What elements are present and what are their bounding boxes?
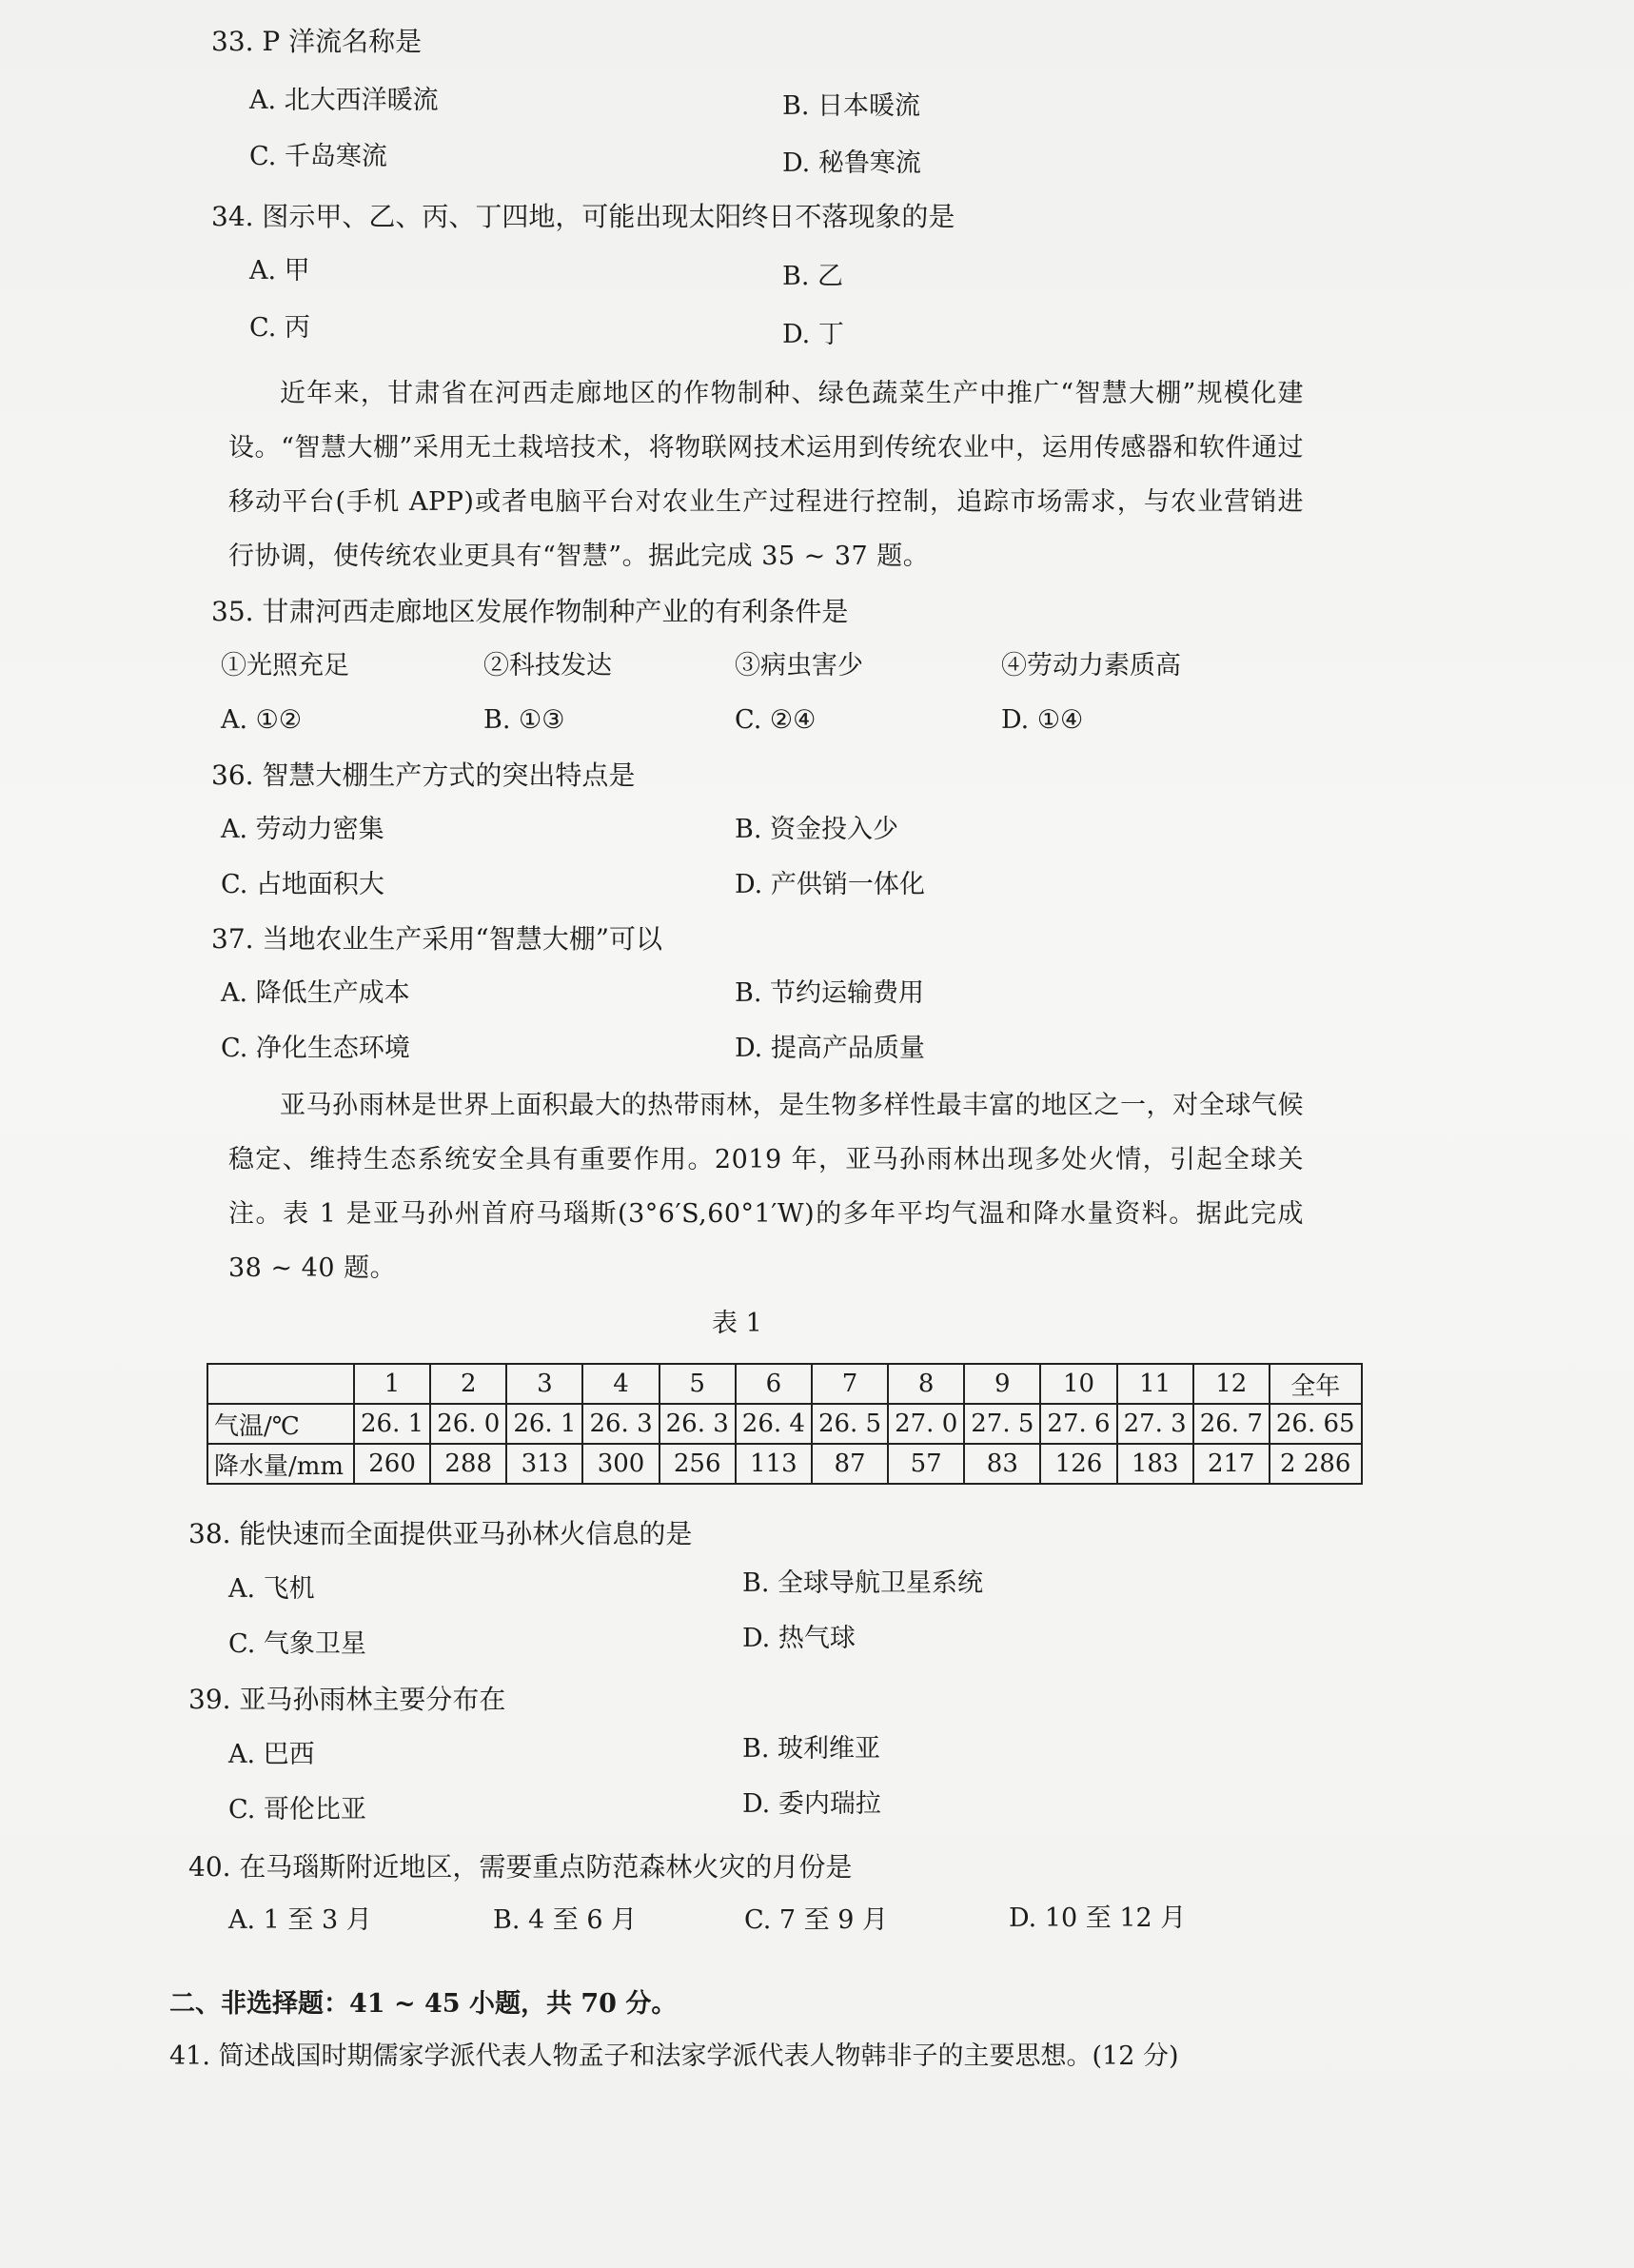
q39-option-c: C. 哥伦比亚 — [228, 1795, 366, 1824]
q37-option-b: B. 节约运输费用 — [735, 978, 925, 1008]
q37-option-d: D. 提高产品质量 — [735, 1034, 925, 1063]
precipitation-cell: 126 — [1040, 1444, 1116, 1484]
month-header: 5 — [660, 1364, 736, 1404]
temperature-cell: 26. 3 — [660, 1404, 736, 1444]
climate-table — [207, 1363, 1363, 1485]
precipitation-cell: 57 — [888, 1444, 964, 1484]
precipitation-cell: 256 — [660, 1444, 736, 1484]
month-header: 9 — [964, 1364, 1040, 1404]
month-header: 4 — [582, 1364, 659, 1404]
year-header: 全年 — [1270, 1364, 1362, 1404]
q38-option-d: D. 热气球 — [742, 1624, 856, 1653]
month-header: 6 — [736, 1364, 812, 1404]
temperature-annual-cell: 26. 65 — [1270, 1404, 1362, 1444]
q36-stem: 36. 智慧大棚生产方式的突出特点是 — [211, 759, 636, 791]
passage-smart-greenhouse: 近年来，甘肃省在河西走廊地区的作物制种、绿色蔬菜生产中推广“智慧大棚”规模化建设。“智慧大棚”采用无土栽培技术，将物联网技术运用到传统农业中，运用传感器和软件通过移动平台(手机 APP)或者电脑平台对农业生产过程进行控制，追踪市场需求，与农业营销进行协调，使传统农业更具有“智慧”。据此完成 35 ~ 37 题。 — [228, 379, 1304, 571]
q36-option-b: B. 资金投入少 — [735, 815, 899, 844]
temperature-cell: 26. 3 — [582, 1404, 659, 1444]
table-corner-cell — [207, 1364, 354, 1404]
q34-option-d: D. 丁 — [782, 320, 844, 349]
precipitation-cell: 313 — [506, 1444, 582, 1484]
q33-option-d: D. 秘鲁寒流 — [782, 148, 921, 178]
q35-option-c: C. ②④ — [735, 705, 817, 735]
q40-option-d: D. 10 至 12 月 — [1009, 1903, 1187, 1933]
temperature-cell: 26. 5 — [812, 1404, 888, 1444]
month-header: 1 — [354, 1364, 430, 1404]
q35-condition-4: ④劳动力素质高 — [1001, 651, 1181, 680]
q40-option-c: C. 7 至 9 月 — [744, 1905, 888, 1935]
temperature-cell: 27. 3 — [1117, 1404, 1193, 1444]
precipitation-cell: 260 — [354, 1444, 430, 1484]
q40-option-a: A. 1 至 3 月 — [228, 1905, 372, 1935]
precipitation-cell: 83 — [964, 1444, 1040, 1484]
q37-stem: 37. 当地农业生产采用“智慧大棚”可以 — [211, 923, 663, 955]
q40-stem: 40. 在马瑙斯附近地区，需要重点防范森林火灾的月份是 — [188, 1851, 853, 1883]
temperature-cell: 26. 1 — [354, 1404, 430, 1444]
q38-stem: 38. 能快速而全面提供亚马孙林火信息的是 — [188, 1518, 693, 1549]
q39-option-b: B. 玻利维亚 — [742, 1734, 881, 1764]
precipitation-cell: 87 — [812, 1444, 888, 1484]
q38-option-c: C. 气象卫星 — [228, 1629, 366, 1659]
precipitation-annual-cell: 2 286 — [1270, 1444, 1362, 1484]
section-2-header: 二、非选择题：41 ~ 45 小题，共 70 分。 — [169, 1989, 678, 2019]
month-header: 11 — [1117, 1364, 1193, 1404]
q33-option-b: B. 日本暖流 — [782, 91, 921, 121]
month-header: 8 — [888, 1364, 964, 1404]
q39-option-a: A. 巴西 — [228, 1740, 315, 1769]
month-header: 2 — [430, 1364, 506, 1404]
temperature-label: 气温/℃ — [207, 1404, 354, 1444]
table-row-precipitation — [207, 1444, 1362, 1484]
temperature-cell: 26. 1 — [506, 1404, 582, 1444]
q41-stem: 41. 简述战国时期儒家学派代表人物孟子和法家学派代表人物韩非子的主要思想。(12 分) — [169, 2041, 1179, 2071]
precipitation-cell: 288 — [430, 1444, 506, 1484]
q37-option-c: C. 净化生态环境 — [221, 1034, 410, 1063]
q40-option-b: B. 4 至 6 月 — [493, 1905, 638, 1935]
q35-condition-3: ③病虫害少 — [735, 651, 863, 680]
q35-condition-1: ①光照充足 — [221, 651, 349, 680]
precipitation-cell: 183 — [1117, 1444, 1193, 1484]
temperature-cell: 26. 4 — [736, 1404, 812, 1444]
precipitation-label: 降水量/mm — [207, 1444, 354, 1484]
q34-stem: 34. 图示甲、乙、丙、丁四地，可能出现太阳终日不落现象的是 — [211, 201, 955, 232]
month-header: 10 — [1040, 1364, 1116, 1404]
q34-option-b: B. 乙 — [782, 262, 844, 291]
q39-option-d: D. 委内瑞拉 — [742, 1789, 881, 1819]
passage-amazon: 亚马孙雨林是世界上面积最大的热带雨林，是生物多样性最丰富的地区之一，对全球气候稳定、维持生态系统安全具有重要作用。2019 年，亚马孙雨林出现多处火情，引起全球关注。表 1 是亚马孙州首府马瑙斯(3°6′S,60°1′W)的多年平均气温和降水量资料。据此完成 38 ~ 40 题。 — [228, 1091, 1304, 1283]
table-header-row — [207, 1364, 1362, 1404]
q38-option-a: A. 飞机 — [228, 1574, 315, 1604]
q36-option-a: A. 劳动力密集 — [221, 815, 384, 844]
temperature-cell: 26. 0 — [430, 1404, 506, 1444]
q35-option-b: B. ①③ — [483, 705, 565, 735]
q37-option-a: A. 降低生产成本 — [221, 978, 410, 1008]
q33-option-a: A. 北大西洋暖流 — [249, 86, 439, 115]
q35-option-d: D. ①④ — [1001, 705, 1084, 735]
precipitation-cell: 113 — [736, 1444, 812, 1484]
q38-option-b: B. 全球导航卫星系统 — [742, 1568, 984, 1598]
month-header: 7 — [812, 1364, 888, 1404]
q35-condition-2: ②科技发达 — [483, 651, 612, 680]
q39-stem: 39. 亚马孙雨林主要分布在 — [188, 1684, 506, 1715]
temperature-cell: 27. 0 — [888, 1404, 964, 1444]
q36-option-c: C. 占地面积大 — [221, 870, 384, 899]
precipitation-cell: 217 — [1193, 1444, 1270, 1484]
q35-option-a: A. ①② — [221, 705, 303, 735]
q34-option-c: C. 丙 — [249, 313, 310, 343]
q33-stem: 33. P 洋流名称是 — [211, 26, 423, 57]
temperature-cell: 26. 7 — [1193, 1404, 1270, 1444]
table-row-temperature — [207, 1404, 1362, 1444]
q34-option-a: A. 甲 — [249, 256, 310, 286]
q36-option-d: D. 产供销一体化 — [735, 870, 925, 899]
temperature-cell: 27. 6 — [1040, 1404, 1116, 1444]
month-header: 12 — [1193, 1364, 1270, 1404]
table-caption: 表 1 — [712, 1309, 762, 1338]
q35-stem: 35. 甘肃河西走廊地区发展作物制种产业的有利条件是 — [211, 596, 849, 627]
temperature-cell: 27. 5 — [964, 1404, 1040, 1444]
precipitation-cell: 300 — [582, 1444, 659, 1484]
q33-option-c: C. 千岛寒流 — [249, 142, 387, 171]
month-header: 3 — [506, 1364, 582, 1404]
